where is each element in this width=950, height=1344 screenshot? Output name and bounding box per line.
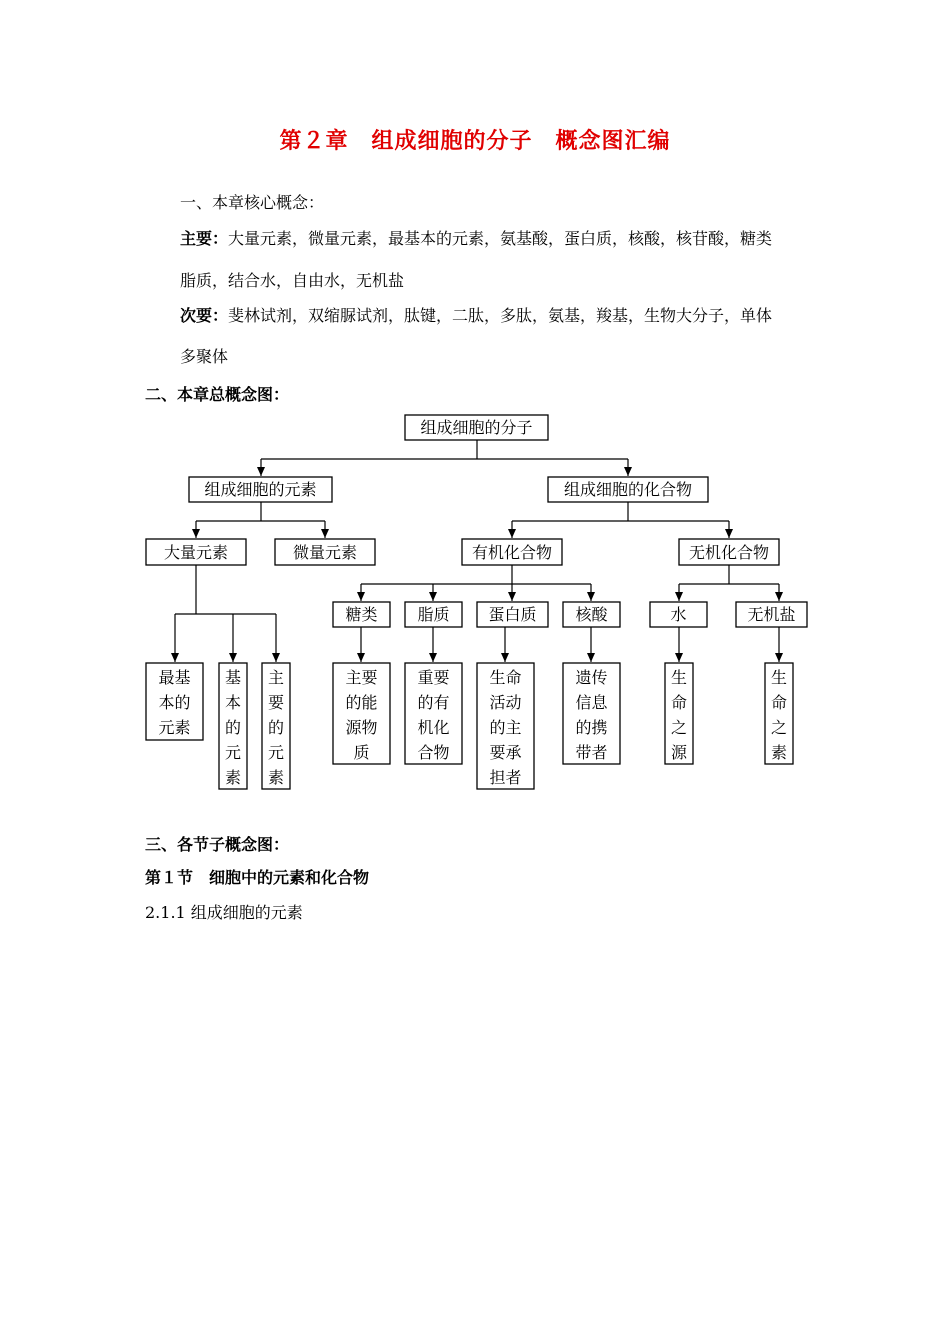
node-macro-label: 大量元素 [163, 543, 229, 562]
leaf-lipid-line-2: 的有 [417, 693, 450, 712]
leaf-basic-line-5: 素 [224, 768, 242, 787]
leaf-water [665, 663, 693, 764]
leaf-sugar [333, 663, 390, 764]
subsection-heading: 2.1.1 组成细胞的元素 [145, 903, 303, 922]
leaf-protein [477, 663, 534, 789]
node-protein-label: 蛋白质 [488, 605, 537, 624]
leaf-protein-line-2: 活动 [489, 693, 522, 712]
leaf-protein-line-5: 担者 [489, 768, 522, 787]
node-organic [462, 539, 562, 565]
minor-label: 次要： [180, 306, 229, 325]
leaf-main-line-2: 要 [267, 693, 285, 712]
node-nucleic-label: 核酸 [575, 605, 608, 624]
leaf-water-line-1: 生 [670, 668, 688, 687]
leaf-nucleic-line-3: 的携 [575, 718, 608, 737]
node-inorganic [679, 539, 779, 565]
main-concepts-text-1: 大量元素，微量元素，最基本的元素，氨基酸，蛋白质，核酸，核苷酸，糖类 [228, 229, 773, 248]
node-organic-label: 有机化合物 [471, 543, 553, 562]
leaf-protein-line-4: 要承 [489, 743, 522, 762]
section-1-heading: 第１节 细胞中的元素和化合物 [145, 868, 370, 887]
leaf-nucleic [563, 663, 620, 764]
node-micro-label: 微量元素 [292, 543, 358, 562]
leaf-water-line-2: 命 [670, 693, 688, 712]
leaf-sugar-line-2: 的能 [345, 693, 378, 712]
leaf-salt-line-3: 之 [770, 718, 788, 737]
leaf-sugar-line-3: 源物 [345, 718, 378, 737]
node-compounds-label: 组成细胞的化合物 [563, 480, 693, 499]
node-inorganic-label: 无机化合物 [688, 543, 770, 562]
minor-concepts-text-1: 斐林试剂，双缩脲试剂，肽键，二肽，多肽，氨基，羧基，生物大分子，单体 [228, 306, 773, 325]
leaf-water-line-4: 源 [670, 743, 688, 762]
leaf-basic-line-4: 元 [224, 743, 242, 762]
leaf-salt [765, 663, 793, 764]
leaf-basic-line-3: 的 [224, 718, 242, 737]
node-nucleic [563, 602, 620, 627]
leaf-most-basic-line-1: 最基 [158, 668, 191, 687]
node-water [650, 602, 707, 627]
node-salt [736, 602, 807, 627]
leaf-salt-line-1: 生 [770, 668, 788, 687]
leaf-lipid-line-4: 合物 [417, 743, 450, 762]
leaf-main-line-1: 主 [267, 668, 285, 687]
section-concepts-heading: 三、各节子概念图： [145, 835, 290, 854]
node-elements [189, 477, 332, 502]
node-root-label: 组成细胞的分子 [420, 418, 533, 437]
leaf-basic-line-2: 本 [224, 693, 242, 712]
node-lipid [405, 602, 462, 627]
leaf-lipid-line-3: 机化 [417, 718, 450, 737]
leaf-main-line-3: 的 [267, 718, 285, 737]
leaf-sugar-line-4: 质 [353, 743, 370, 762]
leaf-basic-element [219, 663, 247, 789]
leaf-main-element [262, 663, 290, 789]
main-concepts-text-2: 脂质，结合水，自由水，无机盐 [180, 271, 405, 290]
node-sugar-label: 糖类 [345, 605, 378, 624]
leaf-most-basic-element [146, 663, 203, 740]
leaf-main-line-5: 素 [267, 768, 285, 787]
minor-concepts-text-2: 多聚体 [180, 347, 229, 366]
leaf-main-line-4: 元 [267, 743, 285, 762]
leaf-salt-line-2: 命 [770, 693, 788, 712]
node-sugar [333, 602, 390, 627]
leaf-lipid [405, 663, 462, 764]
leaf-salt-line-4: 素 [770, 743, 788, 762]
node-macro [146, 539, 246, 565]
page-title: 第２章 组成细胞的分子 概念图汇编 [279, 128, 671, 154]
leaf-nucleic-line-2: 信息 [575, 693, 608, 712]
leaf-nucleic-line-4: 带者 [575, 743, 608, 762]
leaf-lipid-line-1: 重要 [417, 668, 450, 687]
core-concepts-heading: 一、本章核心概念： [180, 193, 325, 212]
leaf-protein-line-1: 生命 [489, 668, 522, 687]
leaf-most-basic-line-3: 元素 [158, 718, 191, 737]
node-protein [477, 602, 548, 627]
node-elements-label: 组成细胞的元素 [204, 480, 317, 499]
overview-heading: 二、本章总概念图： [145, 385, 290, 404]
leaf-water-line-3: 之 [670, 718, 688, 737]
node-compounds [548, 477, 708, 502]
node-salt-label: 无机盐 [747, 605, 796, 624]
leaf-protein-line-3: 的主 [489, 718, 522, 737]
leaf-most-basic-line-2: 本的 [158, 693, 191, 712]
node-lipid-label: 脂质 [417, 605, 450, 624]
leaf-sugar-line-1: 主要 [345, 668, 378, 687]
leaf-nucleic-line-1: 遗传 [575, 668, 608, 687]
node-root [405, 415, 548, 440]
node-water-label: 水 [670, 605, 687, 624]
main-label: 主要： [180, 229, 229, 248]
node-micro [275, 539, 375, 565]
leaf-basic-line-1: 基 [224, 668, 242, 687]
